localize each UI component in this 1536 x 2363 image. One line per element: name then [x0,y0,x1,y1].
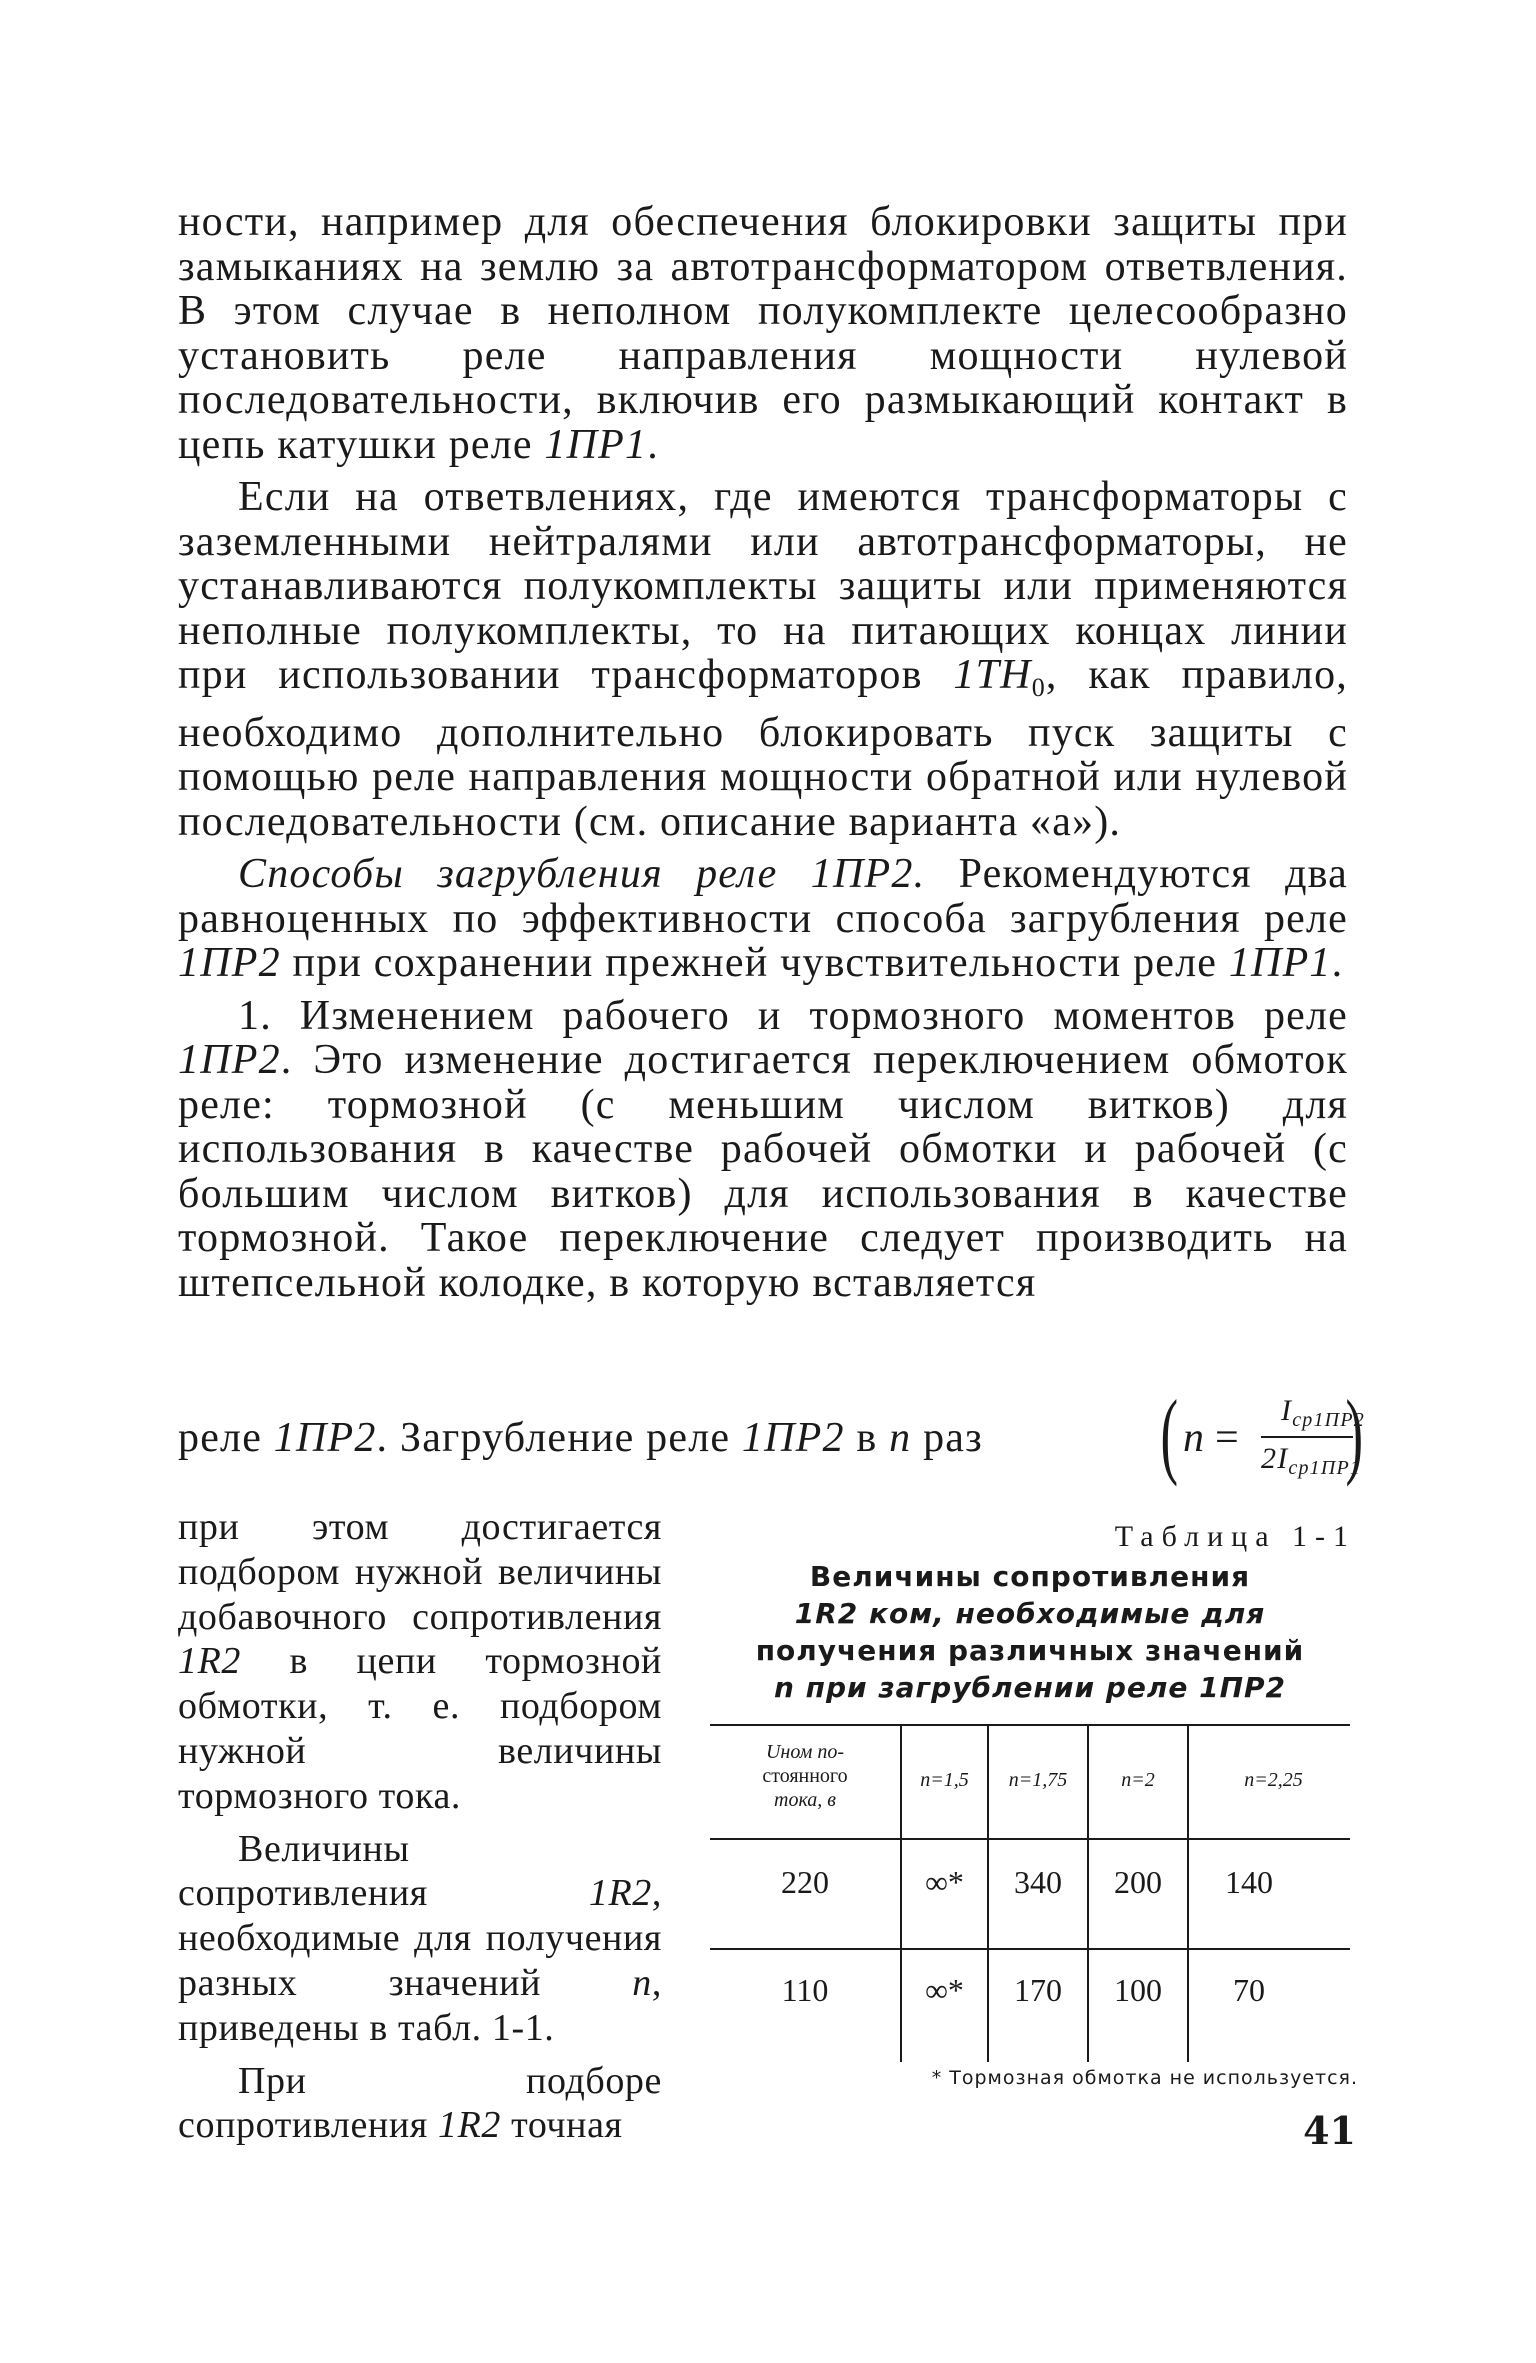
table-title-line-2: 1R2 ком, необходимые для [794,1597,1266,1630]
relay-line-text-d: раз [923,1415,983,1461]
table-row-1-value-2: 340 [1014,1864,1062,1900]
para1-relay: 1ПР1 [544,421,648,468]
formula-line [178,1380,1365,1487]
header-voltage-line-2: стоянного [762,1765,848,1787]
left-p2-text-a: Величины сопротивления [178,1827,428,1915]
relay-line-text-a: реле [178,1415,263,1461]
page-number: 41 [1303,2108,1356,2153]
left-p3-text-a: При подборе сопротивления [178,2059,662,2147]
table-label: Таблица 1-1 [1114,1520,1356,1553]
para3-text-b: при сохранении прежней чувствительности реле [292,940,1218,986]
table-title-line-4: n при загрублении реле 1ПР2 [773,1671,1287,1704]
text-block-top [178,200,1348,1305]
left-p1-resistor: 1R2 [178,1640,242,1683]
para4-text-a: 1. Изменением рабочего и тормозного моментов реле [238,992,1348,1039]
para3-heading: Способы загрубления реле 1ПР2. [238,851,926,897]
relay-line-relay-a: 1ПР2 [273,1415,377,1461]
para4-relay: 1ПР2 [178,1037,281,1083]
table-header-n-2: n=2 [1121,1769,1155,1791]
resistance-table [700,1724,1358,2064]
table-row-1-voltage: 220 [781,1864,829,1900]
table-row-2-value-3: 100 [1114,1972,1162,2008]
para2-text-a: Если на ответвлениях, где имеются трансформаторы с заземленными нейтралями или автотрансформаторы, не устанавливаются полукомплекты защиты или применяются неполные полукомплекты, то на питающих концах линии при использовании трансформаторов [178,474,1348,698]
para2-text-b: , как правило, необходимо дополнительно блокировать пуск защиты с помощью реле направления мощности обратной или нулевой последовательности (см. описание варианта «а»). [178,652,1348,845]
relay-line-text-b: . Загрубление реле [376,1415,731,1461]
table-header-n-1-75: n=1,75 [1008,1769,1068,1791]
table-row-rule [710,1948,1350,1950]
para3-relay-a: 1ПР2 [178,940,281,986]
denominator-subscript: ср1ПР1 [1288,1457,1362,1479]
right-paren: ) [1345,1380,1364,1487]
relay-line-text-c: в [856,1415,878,1461]
para1-text: ности, например для обеспечения блокировки защиты при замыканиях на землю за автотрансформатором ответвления. В этом случае в неполном полукомплекте целесообразно установить реле направления мощности нулевой последовательности, включив его размыкающий контакт в цепь катушки реле [178,199,1348,468]
left-p1-text-a: при этом достигается подбором нужной величины добавочного сопротивления [178,1506,662,1638]
formula-line-text [178,1414,983,1462]
para1-end: . [647,421,659,468]
relay-line-n: n [889,1415,912,1461]
table-top-rule [710,1724,1350,1726]
formula-equals: = [1215,1415,1240,1461]
para3-end: . [1331,940,1344,986]
table-header-n-2-25: n=2,25 [1244,1769,1303,1791]
paragraph-2 [178,475,1348,844]
table-header-n-1-5: n=1,5 [920,1769,969,1791]
table-row-2-value-4: 70 [1233,1972,1265,2008]
table-row-1-value-1: ∞* [925,1864,964,1900]
denominator-symbol: 2I [1261,1442,1289,1475]
para2-tn-sub: 0 [1031,673,1046,702]
table-header-rule [710,1838,1350,1840]
para3-text-a: Рекомендуются два равноценных по эффективности способа загрубления реле [178,851,1348,942]
left-paren: ( [1160,1380,1179,1487]
table-row-2-voltage: 110 [781,1972,829,2008]
table-footnote: * Тормозная обмотка не используется. [931,2067,1358,2089]
left-paragraph-3 [178,2059,662,2149]
left-p2-resistor: 1R2 [588,1872,652,1915]
numerator-symbol: I [1281,1394,1293,1427]
left-p2-n: n [632,1961,652,2004]
table-title-line-3: получения различных значений [755,1634,1305,1667]
formula-lhs: n [1183,1415,1206,1461]
numerator-subscript: ср1ПР2 [1292,1409,1365,1431]
left-p2-text-c: , приведены в табл. 1-1. [178,1961,662,2049]
paragraph-4 [178,994,1348,1306]
left-p1-text-b: в цепи тормозной обмотки, т. е. подбором нужной величины тормозного тока. [178,1640,662,1817]
left-column [178,1505,662,2148]
left-paragraph-2 [178,1827,662,2051]
table-row-2-value-2: 170 [1014,1972,1062,2008]
table-row-1-value-4: 140 [1225,1864,1273,1900]
relay-line-relay-b: 1ПР2 [741,1415,845,1461]
paragraph-3 [178,852,1348,986]
para4-text-b: . Это изменение достигается переключением обмоток реле: тормозной (с меньшим числом витков) для использования в качестве рабочей обмотки и рабочей (с большим числом витков) для использования в качестве тормозной. Такое переключение следует производить на штепсельной колодке, в которую вставляется [178,1037,1348,1306]
left-p3-resistor: 1R2 [437,2104,501,2147]
para3-relay-b: 1ПР1 [1228,940,1332,986]
header-voltage-line-1: Uном по- [765,1741,845,1763]
table-title [700,1558,1360,1706]
table-row-1-value-3: 200 [1114,1864,1162,1900]
header-voltage-line-3: тока, в [774,1789,836,1811]
table-row-2-value-1: ∞* [925,1972,964,2008]
fraction-bar [1261,1436,1353,1438]
paragraph-1 [178,200,1348,467]
left-paragraph-1 [178,1505,662,1819]
ratio-formula [1083,1380,1365,1487]
left-p2-text-b: , необходимые для получения разных значений [178,1872,662,2004]
left-p3-text-b: точная [511,2104,623,2147]
table-title-line-1: Величины сопротивления [809,1560,1251,1593]
table-header-voltage [710,1740,900,1812]
para2-tn: 1ТН [953,652,1032,698]
